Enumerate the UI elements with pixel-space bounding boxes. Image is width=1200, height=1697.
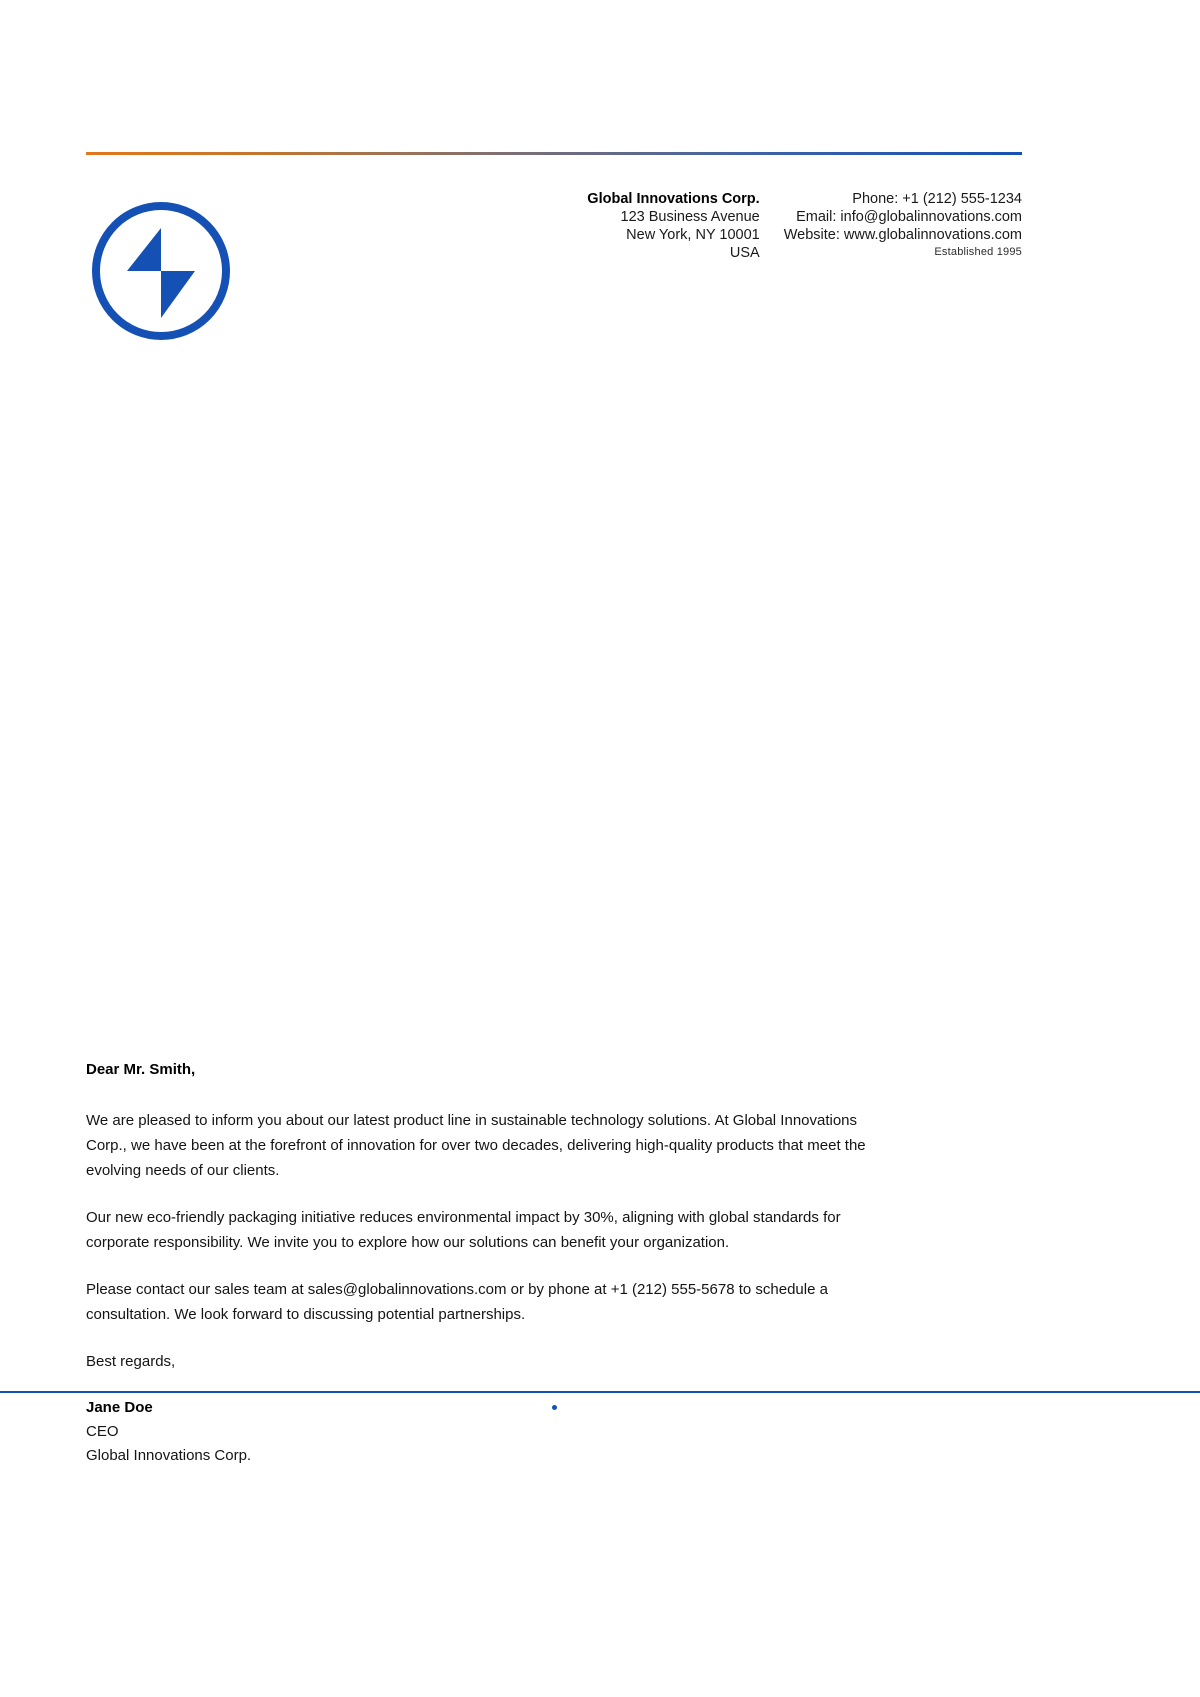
- company-logo: [86, 196, 236, 346]
- company-website: Website: www.globalinnovations.com: [783, 227, 1022, 243]
- letter-body: [86, 1060, 876, 1374]
- company-phone: Phone: +1 (212) 555-1234: [852, 191, 1022, 207]
- signature-title: CEO: [86, 1423, 119, 1440]
- company-contact-block: [784, 190, 1022, 261]
- company-street: 123 Business Avenue: [620, 209, 760, 225]
- company-email: Email: info@globalinnovations.com: [796, 209, 1022, 225]
- signature-company: Global Innovations Corp.: [86, 1447, 252, 1464]
- letter-closing: Best regards,: [86, 1353, 176, 1370]
- header-accent-rule: [86, 152, 1022, 155]
- letter-greeting: Dear Mr. Smith,: [86, 1061, 196, 1078]
- letter-paragraph-3: Please contact our sales team at sales@globalinnovations.com or by phone at +1 (212) 555-5678 to schedule a consultation. We look forward to discussing potential partnerships.: [86, 1281, 828, 1323]
- company-country: USA: [729, 245, 760, 261]
- company-city-state-zip: New York, NY 10001: [626, 227, 760, 243]
- letter-paragraph-1: We are pleased to inform you about our latest product line in sustainable technology solutions. At Global Innovations Corp., we have been at the forefront of innovation for over two decades, delivering high-quality products that meet the evolving needs of our clients.: [86, 1112, 866, 1179]
- letter-paragraph-2: Our new eco-friendly packaging initiative reduces environmental impact by 30%, aligning with global standards for corporate responsibility. We invite you to explore how our solutions can benefit your organization.: [86, 1209, 841, 1251]
- company-name: Global Innovations Corp.: [587, 191, 760, 207]
- header-text-group: [587, 190, 1022, 262]
- letterhead-header: [86, 182, 1022, 352]
- signature-name: Jane Doe: [86, 1399, 153, 1416]
- lightning-bolt-circle-logo-icon: [86, 196, 236, 346]
- company-address-block: [587, 190, 759, 262]
- signature-block: [86, 1396, 586, 1468]
- company-established: Established 1995: [934, 246, 1022, 258]
- footer-accent-rule: [0, 1391, 1200, 1393]
